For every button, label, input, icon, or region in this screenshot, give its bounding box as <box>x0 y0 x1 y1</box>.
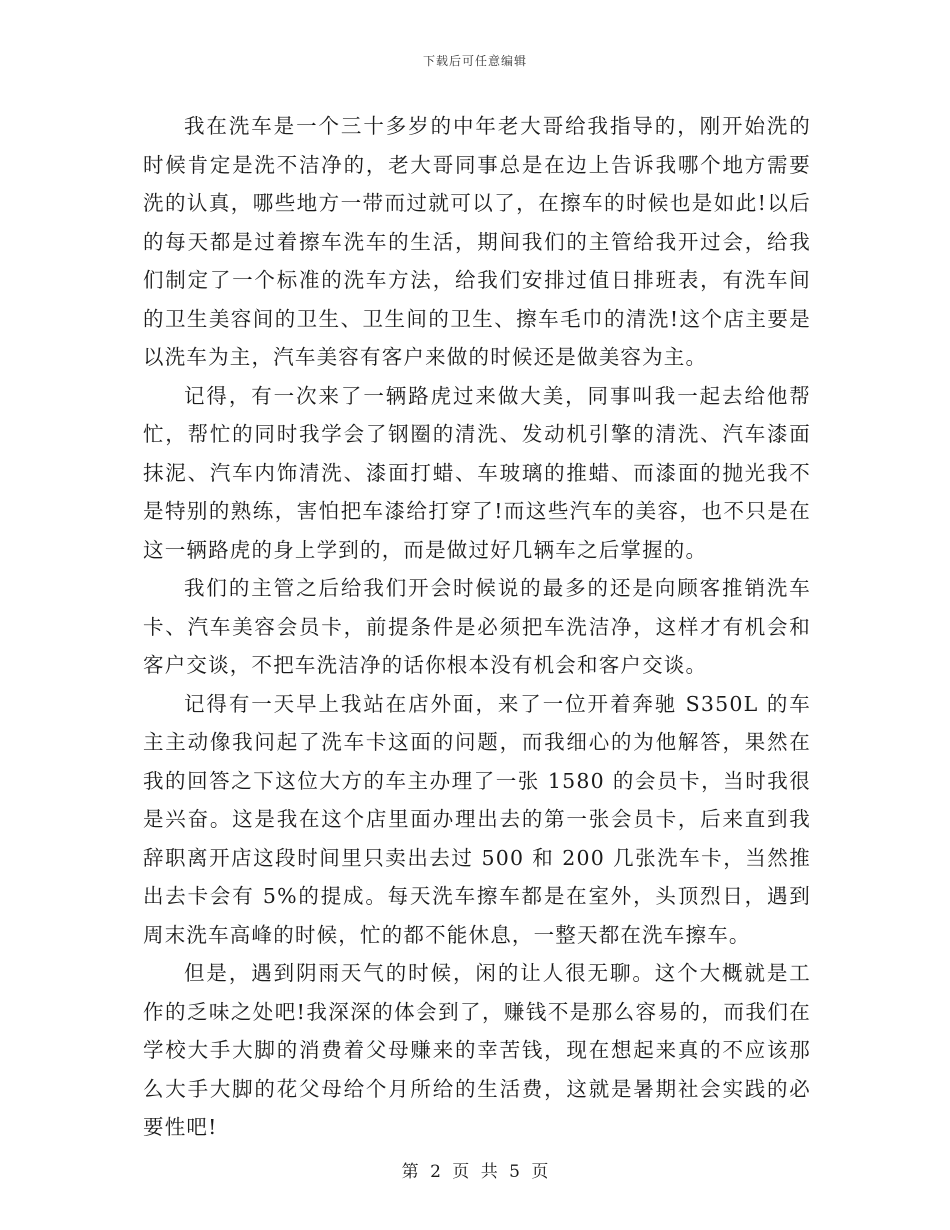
paragraph-5: 但是，遇到阴雨天气的时候，闲的让人很无聊。这个大概就是工作的乏味之处吧!我深深的体会到了，赚钱不是那么容易的，而我们在学校大手大脚的消费着父母赚来的幸苦钱，现在想起来真的不应该那么大手大脚的花父母给个月所给的生活费，这就是暑期社会实践的必要性吧! <box>143 961 811 1139</box>
page-number-footer: 第 2 页 共 5 页 <box>401 1162 549 1182</box>
paragraph-4: 记得有一天早上我站在店外面，来了一位开着奔驰 S350L 的车主主动像我问起了洗车卡这面的问题，而我细心的为他解答，果然在我的回答之下这位大方的车主办理了一张 1580 的会员卡，当时我很是兴奋。这是我在这个店里面办理出去的第一张会员卡，后来直到我辞职离开店这段时间里只卖出去过 500 和 200 几张洗车卡，当然推出去卡会有 5%的提成。每天洗车擦车都是在室外，头顶烈日，遇到周末洗车高峰的时候，忙的都不能休息，一整天都在洗车擦车。 <box>143 691 811 947</box>
document-body <box>143 107 811 1147</box>
paragraph-1: 我在洗车是一个三十多岁的中年老大哥给我指导的，刚开始洗的时候肯定是洗不洁净的，老大哥同事总是在边上告诉我哪个地方需要洗的认真，哪些地方一带而过就可以了，在擦车的时候也是如此!以后的每天都是过着擦车洗车的生活，期间我们的主管给我开过会，给我们制定了一个标准的洗车方法，给我们安排过值日排班表，有洗车间的卫生美容间的卫生、卫生间的卫生、擦车毛巾的清洗!这个店主要是以洗车为主，汽车美容有客户来做的时候还是做美容为主。 <box>143 114 811 369</box>
paragraph-3: 我们的主管之后给我们开会时候说的最多的还是向顾客推销洗车卡、汽车美容会员卡，前提条件是必须把车洗洁净，这样才有机会和客户交谈，不把车洗洁净的话你根本没有机会和客户交谈。 <box>143 576 811 677</box>
page-header-note: 下载后可任意编辑 <box>422 54 527 68</box>
paragraph-2: 记得，有一次来了一辆路虎过来做大美，同事叫我一起去给他帮忙，帮忙的同时我学会了钢圈的清洗、发动机引擎的清洗、汽车漆面抹泥、汽车内饰清洗、漆面打蜡、车玻璃的推蜡、而漆面的抛光我不是特别的熟练，害怕把车漆给打穿了!而这些汽车的美容，也不只是在这一辆路虎的身上学到的，而是做过好几辆车之后掌握的。 <box>143 383 811 562</box>
